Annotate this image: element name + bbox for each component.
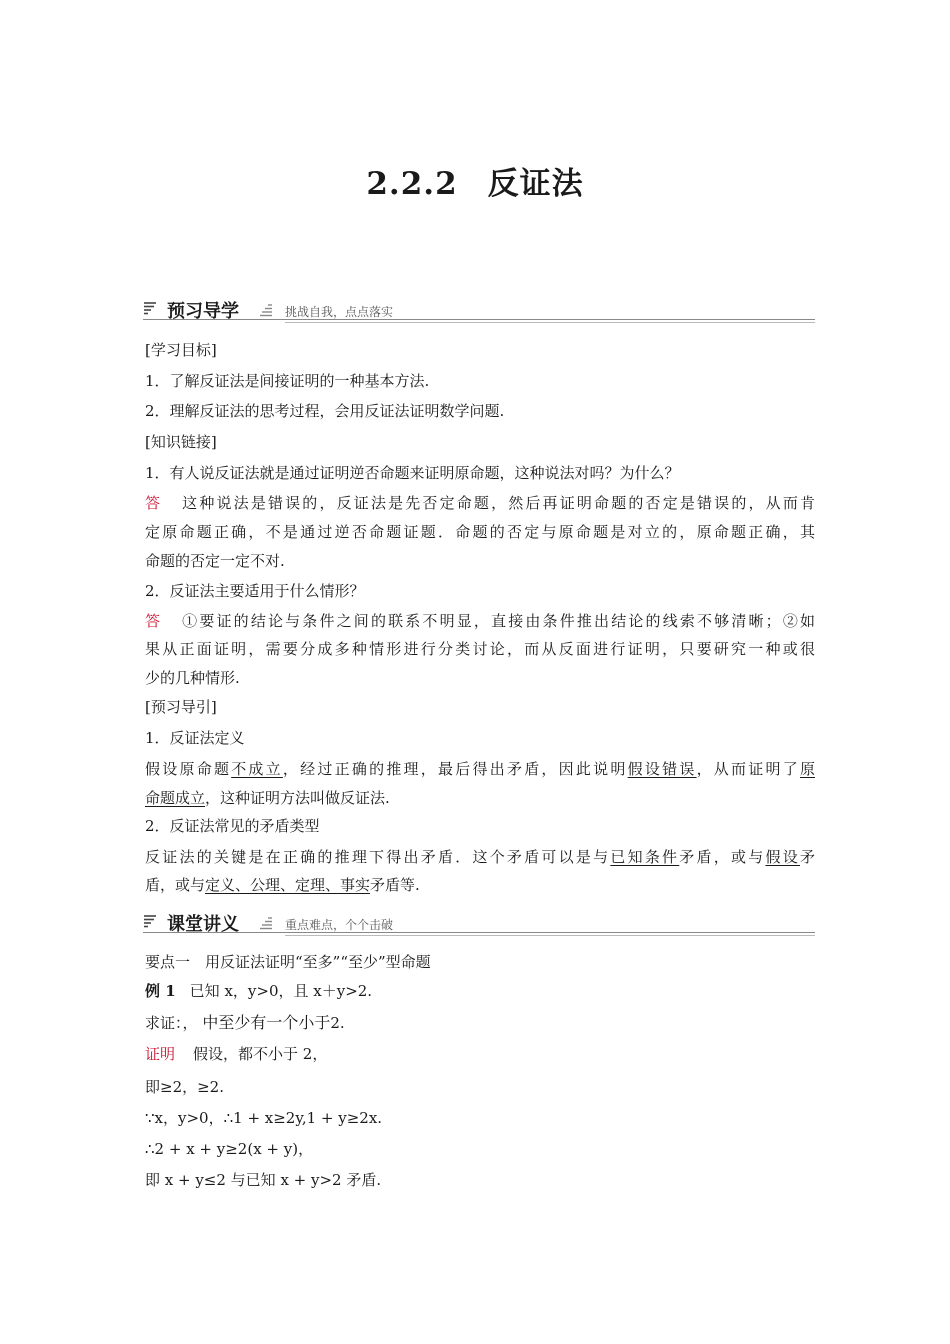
divider bbox=[143, 932, 815, 933]
blank-answer: 假设 bbox=[765, 848, 800, 866]
guide-heading: [预习导引] bbox=[145, 698, 217, 716]
blank-answer: 原 bbox=[799, 760, 815, 778]
section-subtitle: 挑战自我，点点落实 bbox=[285, 305, 394, 319]
guide-subheading: 2．反证法常见的矛盾类型 bbox=[145, 817, 320, 835]
page-title bbox=[0, 158, 950, 203]
divider bbox=[143, 319, 815, 320]
stripes-icon bbox=[143, 914, 157, 928]
blank-answer: 假设错误 bbox=[627, 760, 697, 778]
blank-answer: 定义、公理、定理、事实 bbox=[205, 876, 371, 894]
proof-line: ∴2 + x + y≥2(x + y)， bbox=[145, 1140, 314, 1158]
question-2: 2．反证法主要适用于什么情形？ bbox=[145, 582, 365, 600]
divider bbox=[285, 322, 815, 323]
proof-line: 即 x + y≤2 与已知 x + y>2 矛盾. bbox=[145, 1171, 382, 1189]
divider bbox=[285, 935, 815, 936]
blank-answer: 已知条件 bbox=[610, 848, 680, 866]
answer-label: 答 bbox=[145, 612, 163, 630]
stripes-icon bbox=[259, 303, 273, 317]
guide-contradiction: 反证法的关键是在正确的推理下得出矛盾．这个矛盾可以是与已知条件矛盾，或与假设矛 bbox=[145, 848, 815, 866]
goal-item: 2．理解反证法的思考过程，会用反证法证明数学问题. bbox=[145, 402, 505, 420]
goal-item: 1．了解反证法是间接证明的一种基本方法. bbox=[145, 372, 430, 390]
section-subtitle: 重点难点，个个击破 bbox=[285, 918, 394, 932]
answer-2-line: 果从正面证明，需要分成多种情形进行分类讨论，而从反面进行证明，只要研究一种或很 bbox=[145, 640, 815, 658]
answer-1-line: 答 这种说法是错误的，反证法是先否定命题，然后再证明命题的否定是错误的，从而肯 bbox=[145, 494, 815, 512]
guide-contradiction: 盾，或与定义、公理、定理、事实矛盾等. bbox=[145, 876, 420, 894]
example-line: 例 1 已知 x，y>0，且 x＋y>2. bbox=[145, 982, 373, 1000]
prove-line: 求证：， 中至少有一个小于2. bbox=[145, 1013, 345, 1032]
blank-answer: 不成立 bbox=[231, 760, 283, 778]
goals-heading: [学习目标] bbox=[145, 341, 217, 359]
guide-definition: 命题成立，这种证明方法叫做反证法. bbox=[145, 789, 390, 807]
answer-1-line: 命题的否定一定不对. bbox=[145, 552, 285, 570]
proof-line: ∵x，y>0，∴1 + x≥2y,1 + y≥2x. bbox=[145, 1109, 383, 1127]
title-name: 反证法 bbox=[487, 166, 584, 202]
answer-2-line: 少的几种情形. bbox=[145, 669, 240, 687]
proof-label: 证明 bbox=[145, 1045, 176, 1063]
guide-subheading: 1．反证法定义 bbox=[145, 729, 245, 747]
answer-label: 答 bbox=[145, 494, 163, 512]
title-number: 2.2.2 bbox=[366, 166, 458, 202]
links-heading: [知识链接] bbox=[145, 433, 217, 451]
proof-line: 即≥2，≥2. bbox=[145, 1078, 224, 1096]
key-point-title: 要点一 用反证法证明“至多”“至少”型命题 bbox=[145, 953, 431, 971]
answer-2-line: 答 ①要证的结论与条件之间的联系不明显，直接由条件推出结论的线索不够清晰；②如 bbox=[145, 612, 815, 630]
section-header-lecture bbox=[143, 910, 815, 936]
proof-line: 证明 假设，都不小于 2， bbox=[145, 1045, 328, 1063]
guide-definition: 假设原命题不成立，经过正确的推理，最后得出矛盾，因此说明假设错误，从而证明了原 bbox=[145, 760, 815, 778]
section-title: 课堂讲义 bbox=[167, 914, 239, 935]
section-header-preview bbox=[143, 297, 815, 323]
blank-answer: 命题成立 bbox=[145, 789, 206, 807]
example-label: 例 1 bbox=[145, 982, 176, 1000]
section-title: 预习导学 bbox=[167, 301, 239, 322]
answer-1-line: 定原命题正确，不是通过逆否命题证题．命题的否定与原命题是对立的，原命题正确，其 bbox=[145, 523, 815, 541]
stripes-icon bbox=[259, 916, 273, 930]
question-1: 1．有人说反证法就是通过证明逆否命题来证明原命题，这种说法对吗？为什么？ bbox=[145, 464, 680, 482]
stripes-icon bbox=[143, 301, 157, 315]
